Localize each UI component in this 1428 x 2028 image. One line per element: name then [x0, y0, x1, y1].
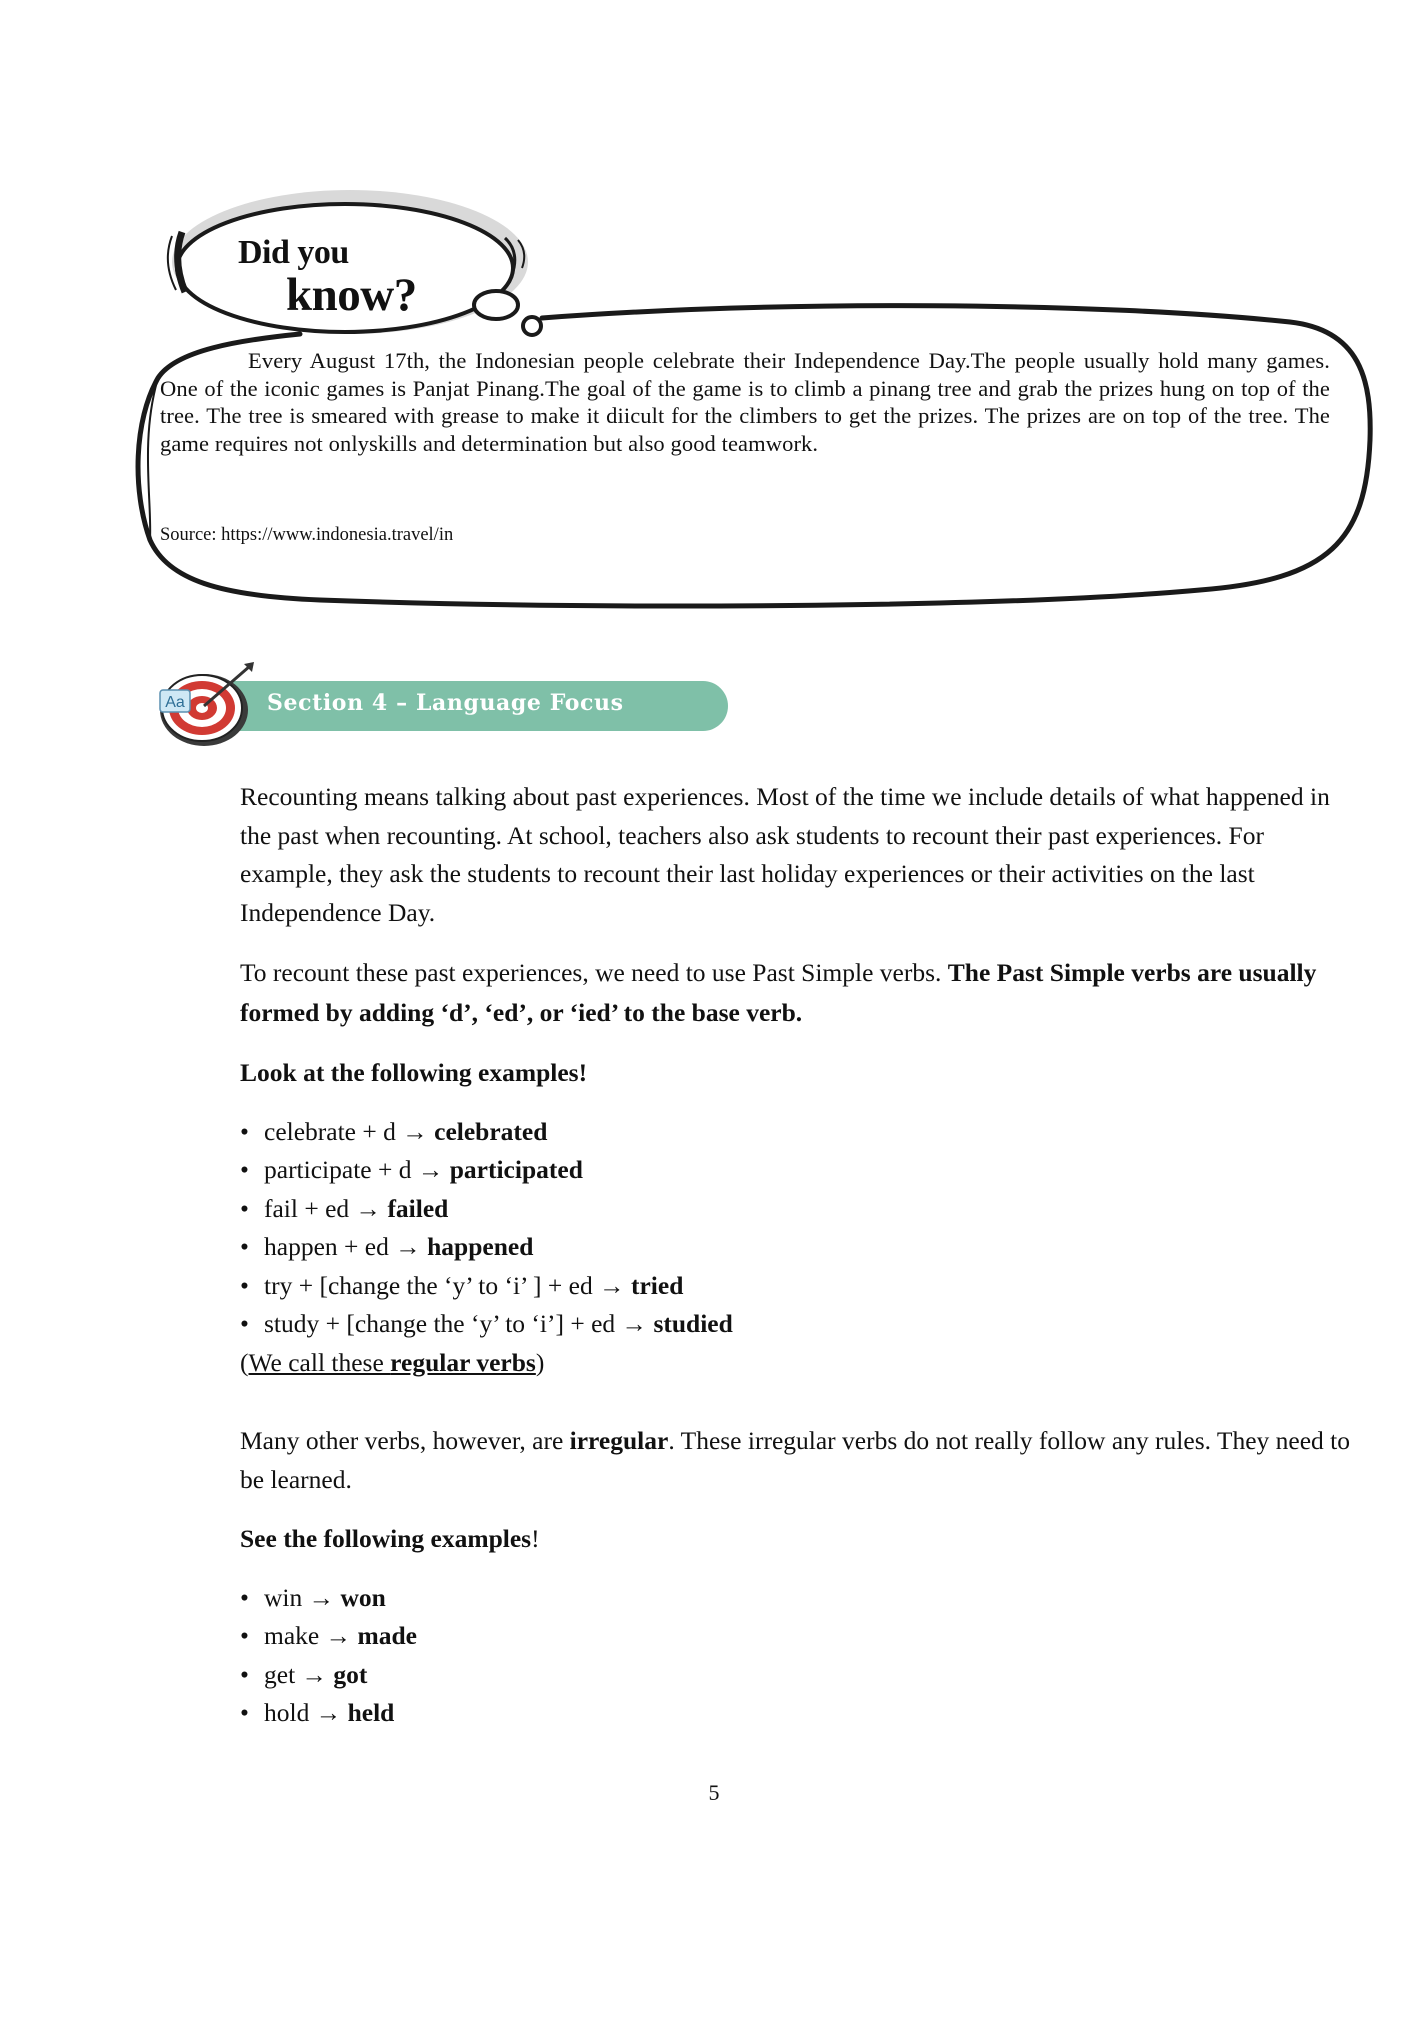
bullet-icon: •: [240, 1232, 249, 1261]
bullet-icon: •: [240, 1582, 249, 1612]
verb-base: get →: [264, 1659, 334, 1689]
irregular-verb-example: [240, 1617, 1362, 1656]
irregular-text-a: Many other verbs, however, are: [240, 1426, 570, 1455]
bullet-icon: •: [240, 1270, 249, 1300]
verb-base: celebrate + d →: [264, 1116, 435, 1146]
irregular-term: irregular: [569, 1426, 669, 1455]
irregular-heading-mark: !: [531, 1524, 540, 1553]
did-you-know-body: [160, 347, 1330, 457]
verb-base: participate + d →: [264, 1155, 450, 1184]
irregular-text-b: . These irregular verbs do not really follow any rules. They need to be learned.: [240, 1426, 1351, 1494]
verb-base: fail + ed →: [264, 1193, 388, 1223]
past-simple-rule: The Past Simple verbs are usually formed by adding ‘d’, ‘ed’, or ‘ied’ to the base verb.: [240, 958, 1317, 1027]
irregular-verb-example: [240, 1656, 1362, 1695]
note-text: We call these: [248, 1347, 391, 1377]
did-you-know-title-line1: Did you: [238, 234, 349, 271]
target-icon-text: Aa: [165, 694, 185, 711]
regular-verb-example: [240, 1113, 1362, 1152]
section-title: Section 4 – Language Focus: [267, 690, 624, 716]
irregular-heading-text: See the following examples: [240, 1524, 532, 1553]
verb-past-form: participated: [449, 1155, 583, 1184]
verb-past-form: held: [347, 1698, 395, 1727]
language-focus-content: [240, 778, 1362, 1733]
past-simple-text: To recount these past experiences, we need to use Past Simple verbs.: [240, 958, 948, 987]
bullet-icon: •: [240, 1698, 249, 1727]
regular-verb-example: [240, 1267, 1362, 1306]
bullet-icon: •: [240, 1155, 249, 1184]
target-icon: [154, 660, 258, 750]
verb-base: win →: [264, 1582, 341, 1612]
past-simple-paragraph: [240, 953, 1362, 1033]
verb-past-form: made: [357, 1621, 417, 1650]
page-number: 5: [708, 1780, 720, 1805]
did-you-know-title-line2: know?: [286, 269, 417, 321]
regular-verb-example: [240, 1151, 1362, 1190]
regular-verb-example: [240, 1228, 1362, 1267]
verb-past-form: failed: [387, 1193, 449, 1223]
verb-past-form: got: [333, 1659, 368, 1689]
bullet-icon: •: [240, 1659, 249, 1689]
regular-verb-example: [240, 1305, 1362, 1344]
note-open: (: [240, 1347, 249, 1377]
did-you-know-paragraph: Every August 17th, the Indonesian people celebrate their Independence Day.The people usually hold many games. One of the iconic games is Panjat Pinang.The goal of the game is to climb a pinang tree and grab the prizes hung on top of the tree. The tree is smeared with grease to make it diicult for the climbers to get the prizes. The prizes are on top of the tree. The game requires not onlyskills and determination but also good teamwork.: [160, 348, 1330, 456]
irregular-verb-example: [240, 1694, 1362, 1733]
verb-base: hold →: [264, 1698, 348, 1727]
note-underlined: [249, 1348, 536, 1377]
regular-examples-heading: Look at the following examples!: [240, 1058, 588, 1087]
verb-base: try + [change the ‘y’ to ‘i’ ] + ed →: [264, 1270, 631, 1300]
irregular-paragraph: [240, 1422, 1362, 1499]
regular-verbs-list: [240, 1113, 1362, 1344]
verb-base: make →: [264, 1621, 358, 1650]
verb-past-form: celebrated: [434, 1116, 548, 1146]
irregular-verb-example: [240, 1579, 1362, 1618]
verb-base: study + [change the ‘y’ to ‘i’] + ed →: [264, 1309, 654, 1338]
bullet-icon: •: [240, 1193, 249, 1223]
verb-base: happen + ed →: [264, 1232, 428, 1261]
irregular-examples-heading: [240, 1520, 1362, 1559]
verb-past-form: studied: [653, 1309, 733, 1338]
irregular-verbs-list: [240, 1579, 1362, 1733]
verb-past-form: happened: [427, 1232, 534, 1261]
note-term: regular verbs: [390, 1347, 536, 1377]
note-close: ): [535, 1347, 545, 1377]
verb-past-form: won: [340, 1582, 386, 1612]
bullet-icon: •: [240, 1621, 249, 1650]
regular-verb-example: [240, 1190, 1362, 1229]
bullet-icon: •: [240, 1309, 249, 1338]
bullet-icon: •: [240, 1116, 249, 1146]
intro-paragraph: Recounting means talking about past experiences. Most of the time we include details of what happened in the past when recounting. At school, teachers also ask students to recount their past experiences. For example, they ask the students to recount their last holiday experiences or their activities on the last Independence Day.: [240, 782, 1330, 927]
regular-verbs-note: [240, 1344, 1362, 1383]
verb-past-form: tried: [630, 1270, 684, 1300]
did-you-know-source: Source: https://www.indonesia.travel/in: [160, 525, 454, 545]
